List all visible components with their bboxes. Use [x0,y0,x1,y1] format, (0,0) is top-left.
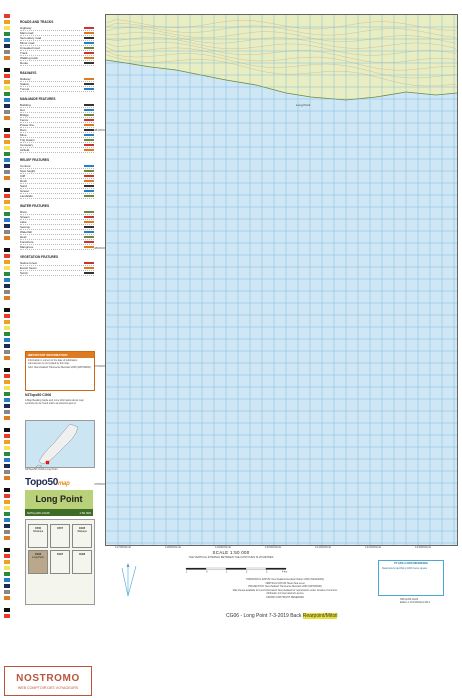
info-panel [25,351,95,391]
strip-swatch [4,116,10,120]
legend-symbol [84,37,94,39]
map-note: HORIZONTAL DATUM: New Zealand Geodetic Datum 2000 (NZGD2000) [246,578,324,581]
strip-swatch [4,434,10,438]
inset-caption: NZTopo50 CG06 Long Point [25,468,58,471]
strip-swatch [4,476,10,480]
strip-swatch [4,350,10,354]
index-sheet-code: CG07 [56,553,64,556]
strip-swatch [4,212,10,216]
legend-row-label: River [20,209,28,214]
legend-row-label: Spot height [20,168,36,173]
legend-row-label: Native forest [20,260,37,265]
legend-symbol [84,134,94,136]
nostromo-watermark [4,666,92,696]
strip-swatch [4,260,10,264]
watermark-tagline: WEB COMPTOIR DES VOYAGEURS [17,686,79,690]
legend-row [20,61,94,66]
legend-symbol [84,83,94,85]
legend-section [20,20,94,66]
topo50-logo [25,477,69,488]
easting-tick-label: 1200000mE [265,545,282,549]
strip-swatch [4,224,10,228]
topo-brand: NZTopo50 CG06 [25,393,52,397]
strip-swatch [4,176,10,180]
strip-swatch [4,206,10,210]
legend-row-label: Waterfall [20,229,32,234]
legend-section [20,158,94,199]
legend-symbol [84,231,94,233]
legend-symbol [84,78,94,80]
legend-symbol [84,236,94,238]
strip-swatch [4,440,10,444]
legend-symbol [84,241,94,243]
strip-swatch [4,182,10,186]
strip-swatch [4,74,10,78]
strip-swatch [4,392,10,396]
sheet-code-bar [25,509,93,516]
strip-swatch [4,374,10,378]
legend-row [20,148,94,153]
legend-symbol [84,165,94,167]
strip-swatch [4,188,10,192]
legend-row-label: Building [20,102,31,107]
strip-swatch [4,320,10,324]
legend-section [20,97,94,153]
easting-tick-label: 1190000mE [215,545,231,549]
strip-swatch [4,614,10,618]
info-line: Grid: New Zealand Transverse Mercator 2000 (NZTM2000). [28,365,92,369]
legend-symbol [84,32,94,34]
legend-section-title: RAILWAYS [20,71,37,75]
strip-swatch [4,308,10,312]
index-sheet-code: CF06 [35,527,41,530]
legend-row-label: Bridge [20,112,29,117]
legend-row-label: Trig station [20,137,35,142]
legend-row [20,87,94,92]
scale-label: 1 [226,570,228,574]
strip-swatch [4,104,10,108]
legend-symbol [84,129,94,131]
strip-swatch [4,452,10,456]
legend-row-label: Station [20,81,30,86]
strip-swatch [4,20,10,24]
stewart-island-shape [36,465,42,467]
strip-swatch [4,254,10,258]
strip-swatch [4,14,10,18]
strip-swatch [4,356,10,360]
strip-swatch [4,446,10,450]
legend-symbol [84,246,94,248]
legend-symbol [84,175,94,177]
strip-swatch [4,464,10,468]
nz-location-inset [25,420,95,468]
scale-label: 4 km [282,570,288,574]
strip-swatch [4,380,10,384]
scale-label: 0 [206,570,208,574]
coast-place-label: Long Point [296,103,311,107]
footer-text: CG06 - Long Point 7-3-2019 Back [226,613,302,619]
strip-swatch [4,98,10,102]
map-notes [230,578,340,600]
scale-label: 1 [186,570,188,574]
legend-symbol [84,62,94,64]
logo-main: Topo50 [25,477,59,488]
south-island-shape [39,424,78,464]
strip-swatch [4,170,10,174]
legend-row [20,271,94,276]
northing-tick-label: 4790000 [94,364,106,368]
scale-label: 3 [266,570,268,574]
scale-segment [206,568,226,570]
info-line: Information is current to the date of publication. [28,359,78,362]
legend-section-title: RELIEF FEATURES [20,158,50,162]
strip-swatch [4,272,10,276]
edition-line: NZTopo50-CG06 [400,598,419,601]
legend-symbol [84,57,94,59]
scale-title: SCALE 1:50 000 [212,550,250,555]
legend-symbol [84,124,94,126]
north-diagram [116,560,156,600]
strip-swatch [4,344,10,348]
strip-swatch [4,158,10,162]
strip-swatch [4,572,10,576]
legend-section-title: MAN-MADE FEATURES [20,97,56,101]
sheet-title: Long Point [35,494,83,504]
strip-swatch [4,290,10,294]
legend-section [20,255,94,276]
color-strip [4,14,10,620]
logo-sub: map [58,481,70,487]
legend-section-title: ROADS AND TRACKS [20,20,54,24]
legend-symbol [84,27,94,29]
legend-row-label: Lake [20,219,27,224]
strip-swatch [4,62,10,66]
strip-swatch [4,26,10,30]
grid-box-text: Read letters identifying 1000 metre square [382,567,428,570]
legend-symbol [84,272,94,274]
sheet-location-marker [46,461,49,464]
strip-swatch [4,368,10,372]
strip-swatch [4,494,10,498]
edition-line: Edition 1.04 Published 2014 [400,601,430,604]
legend-row-label: Unsealed road [20,45,40,50]
legend-row-label: Power line [20,122,35,127]
info-panel-body [26,358,94,370]
watermark-name: NOSTROMO [16,673,80,684]
strip-swatch [4,284,10,288]
strip-swatch [4,602,10,606]
strip-swatch [4,326,10,330]
strip-swatch [4,194,10,198]
strip-swatch [4,338,10,342]
strip-swatch [4,50,10,54]
strip-swatch [4,248,10,252]
legend-symbol [84,88,94,90]
strip-swatch [4,332,10,336]
scale-segment [226,568,246,570]
index-sheet-name: Tahakopa [32,530,44,533]
sheet-code: NZTopo50-CG06 [27,510,50,515]
strip-swatch [4,128,10,132]
northing-tick-label: 4800000 [94,246,106,250]
legend-symbol [84,221,94,223]
sea-area [106,15,457,545]
legend-row-label: Stream [20,214,30,219]
strip-swatch [4,218,10,222]
strip-swatch [4,302,10,306]
strip-swatch [4,266,10,270]
strip-swatch [4,200,10,204]
index-sheet [72,524,92,548]
strip-swatch [4,458,10,462]
index-sheet-name: Waipapa [77,530,87,533]
legend-symbol [84,42,94,44]
legend-row-label: Secondary road [20,35,42,40]
strip-swatch [4,38,10,42]
legend-row-label: Landslide [20,193,33,198]
strip-swatch [4,68,10,72]
strip-swatch [4,524,10,528]
index-sheet-code: CF07 [57,527,63,530]
legend-symbol [84,226,94,228]
strip-swatch [4,398,10,402]
strip-swatch [4,56,10,60]
legend-symbol [84,180,94,182]
legend-row-label: Exotic forest [20,265,37,270]
strip-swatch [4,230,10,234]
strip-swatch [4,470,10,474]
map-note: CROWN COPYRIGHT RESERVED [266,595,304,599]
strip-swatch [4,92,10,96]
legend-row-label: Highway [20,25,32,30]
strip-swatch [4,314,10,318]
legend-symbol [84,267,94,269]
legend-row-label: Scrub [20,270,28,275]
index-sheet-code: CG06 [34,553,42,556]
scale-label: 2 [246,570,248,574]
legend-row-label: Foreshore [20,239,34,244]
strip-swatch [4,134,10,138]
legend-symbol [84,216,94,218]
legend-row [20,245,94,250]
legend-symbol [84,144,94,146]
strip-swatch [4,80,10,84]
map-note: Map sheets available for Land Information New Zealand for reproduction under Creative Commons Attribution 4.0 International Licence [232,588,338,596]
easting-tick-label: 1170000mE [115,545,131,549]
map-note: VERTICAL DATUM: Mean Sea Level [265,581,305,585]
legend-section-title: WATER FEATURES [20,204,50,208]
legend-row-label: Tunnel [20,86,30,91]
map-note: PROJECTION: New Zealand Transverse Mercator 2000 (NZTM2000) [248,585,322,589]
easting-tick-label: 1230000mE [415,545,432,549]
strip-swatch [4,410,10,414]
map-frame [105,14,458,546]
map-legend [20,20,94,338]
legend-row-label: Main road [20,30,34,35]
strip-swatch [4,608,10,612]
legend-symbol [84,195,94,197]
strip-swatch [4,596,10,600]
legend-row-label: Fence [20,117,29,122]
strip-swatch [4,488,10,492]
legend-section [20,204,94,250]
info-line: Land access is not implied by this map. [28,362,70,366]
legend-row-label: Swamp [20,224,31,229]
legend-symbol [84,170,94,172]
strip-swatch [4,422,10,426]
legend-row-label: Railway [20,76,31,81]
strip-swatch [4,44,10,48]
index-sheet-code: CH06 [78,553,86,556]
strip-swatch [4,512,10,516]
strip-swatch [4,566,10,570]
topo-blurb: A Map Reading Guide and more information about map symbols can be found online at www.linz.govt.nz [25,399,84,406]
adjoining-sheets-index [25,519,95,605]
legend-symbol [84,149,94,151]
strip-swatch [4,164,10,168]
sheet-scale: 1:50 000 [79,510,91,515]
strip-swatch [4,404,10,408]
legend-symbol [84,109,94,111]
legend-symbol [84,119,94,121]
legend-symbol [84,185,94,187]
legend-symbol [84,47,94,49]
strip-swatch [4,236,10,240]
strip-swatch [4,32,10,36]
legend-row-label: Rock [20,178,27,183]
strip-swatch [4,146,10,150]
index-sheet [28,524,48,548]
strip-swatch [4,386,10,390]
index-sheet-name: Long Point [32,556,44,559]
info-panel-title: IMPORTANT INFORMATION [26,352,94,358]
legend-row-label: Reef [20,234,27,239]
strip-swatch [4,530,10,534]
legend-row-label: Route [20,60,29,65]
northing-tick-label: 4780000 [94,482,106,486]
easting-tick-label: 1210000mE [315,545,332,549]
legend-row-label: Sand [20,183,28,188]
legend-symbol [84,211,94,213]
strip-swatch [4,482,10,486]
legend-symbol [84,52,94,54]
scale-segment [266,568,286,570]
strip-swatch [4,278,10,282]
strip-swatch [4,560,10,564]
legend-section [20,71,94,92]
legend-symbol [84,190,94,192]
strip-swatch [4,584,10,588]
index-sheet-code: CG05 [78,527,86,530]
strip-swatch [4,152,10,156]
easting-tick-label: 1220000mE [365,545,382,549]
scale-segment [186,568,206,570]
legend-row-label: Track [20,50,28,55]
legend-row-label: Gravel [20,188,29,193]
legend-row-label: Dam [20,127,27,132]
strip-swatch [4,362,10,366]
northing-tick-label: 4810000 [94,128,106,132]
contour-interval-note: THE VERTICAL INTERVAL BETWEEN THE CONTOURS IS 20 METRES [188,556,274,559]
legend-row [20,194,94,199]
legend-row-label: Walking track [20,55,38,60]
legend-symbol [84,262,94,264]
scale-bar [186,568,286,573]
strip-swatch [4,518,10,522]
edition-info [400,598,430,604]
strip-swatch [4,296,10,300]
legend-row-label: Hut [20,107,25,112]
legend-row-label: Mine [20,132,27,137]
legend-row-label: Contour [20,163,31,168]
strip-swatch [4,500,10,504]
strip-swatch [4,416,10,420]
index-sheet [50,524,70,548]
scale-segment [246,568,266,570]
legend-symbol [84,139,94,141]
legend-row-label: Mangrove [20,244,34,249]
grid-box-title: TO GIVE A GRID REFERENCE [394,562,428,565]
legend-row-label: Minor road [20,40,35,45]
strip-swatch [4,542,10,546]
legend-row-label: Airfield [20,147,30,152]
legend-section-title: VEGETATION FEATURES [20,255,59,259]
footer-highlight: Rearpoint/Mitoil [302,613,338,619]
strip-swatch [4,590,10,594]
print-footer [226,613,337,619]
strip-swatch [4,536,10,540]
legend-row-label: Cemetery [20,142,34,147]
strip-swatch [4,578,10,582]
grid-reference-box [378,560,444,596]
strip-swatch [4,86,10,90]
strip-swatch [4,242,10,246]
strip-swatch [4,140,10,144]
easting-tick-label: 1180000mE [165,545,181,549]
strip-swatch [4,506,10,510]
strip-swatch [4,122,10,126]
strip-swatch [4,428,10,432]
strip-swatch [4,110,10,114]
legend-symbol [84,104,94,106]
legend-row-label: Cliff [20,173,26,178]
legend-symbol [84,114,94,116]
